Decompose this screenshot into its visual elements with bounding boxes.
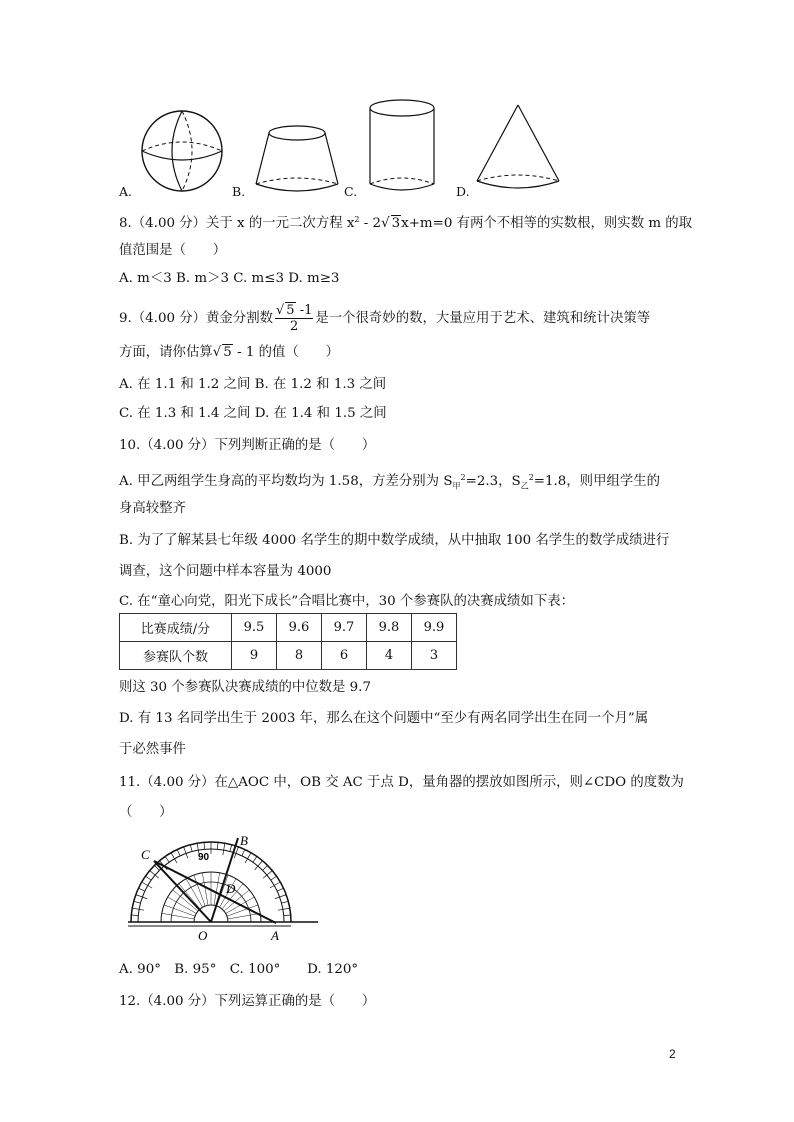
q10-option-d-line1: D. 有 13 名同学出生于 2003 年，那么在这个问题中“至少有两名同学出生在同一个月”属 <box>119 711 649 726</box>
option-b-label: B. <box>232 184 246 199</box>
protractor-tick <box>131 915 138 916</box>
table-cell: 9.9 <box>412 614 457 642</box>
q11-stem-line2: （ ） <box>119 805 173 820</box>
protractor-tick <box>278 908 290 910</box>
cone-figure <box>473 103 563 198</box>
point-c-label: C <box>141 847 150 862</box>
q8-options: A. m＜3 B. m＞3 C. m≤3 D. m≥3 <box>119 271 340 286</box>
sphere-figure <box>140 107 230 197</box>
option-a-label: A. <box>119 184 133 199</box>
point-o-label: O <box>198 928 208 943</box>
table-cell: 4 <box>367 642 412 670</box>
protractor-tick <box>282 901 289 903</box>
q12-stem: 12.（4.00 分）下列运算正确的是（ ） <box>119 994 376 1009</box>
table-header-cell: 参赛队个数 <box>120 642 232 670</box>
q9-stem-line2: 方面，请你估算√ 5 - 1 的值（ ） <box>119 345 339 360</box>
protractor-tick <box>204 842 205 849</box>
point-d-label: D <box>226 881 236 896</box>
table-cell: 9 <box>232 642 277 670</box>
protractor-tick <box>277 888 283 891</box>
q9-options-line1: A. 在 1.1 和 1.2 之间 B. 在 1.2 和 1.3 之间 <box>119 377 387 392</box>
protractor-tick <box>177 849 180 855</box>
protractor-tick <box>253 856 257 862</box>
cylinder-figure <box>367 98 437 198</box>
q10-option-b-line2: 调查，这个问题中样本容量为 4000 <box>119 564 332 579</box>
protractor-tick <box>263 865 268 870</box>
table-row <box>120 614 457 642</box>
protractor-tick <box>165 856 169 862</box>
protractor-tick <box>223 843 225 855</box>
protractor-tick <box>242 849 245 855</box>
table-cell: 8 <box>277 642 322 670</box>
protractor-tick <box>132 908 144 910</box>
q10-option-c-line2: 则这 30 个参赛队决赛成绩的中位数是 9.7 <box>119 680 371 695</box>
protractor-tick <box>134 901 141 903</box>
protractor-tick <box>145 876 151 880</box>
q10-option-b-line1: B. 为了了解某县七年级 4000 名学生的期中数学成绩，从中抽取 100 名学生的数学成绩进行 <box>119 533 670 548</box>
q10-option-c-line1: C. 在“童心向党，阳光下成长”合唱比赛中，30 个参赛队的决赛成绩如下表： <box>119 594 574 609</box>
protractor-tick <box>271 876 277 880</box>
table-header-cell: 比赛成绩/分 <box>120 614 232 642</box>
q11-stem-line1: 11.（4.00 分）在△AOC 中，OB 交 AC 于点 D，量角器的摆放如图所示，则∠CDO 的度数为 <box>119 775 684 790</box>
option-d-label: D. <box>456 184 470 199</box>
protractor-tick <box>284 915 291 916</box>
table-cell: 6 <box>322 642 367 670</box>
q10-option-d-line2: 于必然事件 <box>119 742 186 757</box>
q9-stem-line1: 9.（4.00 分）黄金分割数 $\frac{√ 5 -1}{2}$ 是一个很奇妙的数，大量应用于艺术、建筑和统计决策等 <box>119 303 651 334</box>
sqrt-symbol: √ 3 <box>381 216 401 231</box>
sqrt-symbol: √ 5 <box>212 345 232 360</box>
protractor-tick <box>138 888 144 891</box>
point-a-label: A <box>271 928 279 943</box>
q11-options: A. 90° B. 95° C. 100° D. 120° <box>119 962 359 977</box>
scores-table <box>119 613 457 670</box>
frustum-figure <box>252 124 342 196</box>
golden-ratio-fraction: $\frac{√ 5 -1}{2}$ <box>275 303 313 334</box>
point-b-label: B <box>240 833 248 848</box>
q9-options-line2: C. 在 1.3 和 1.4 之间 D. 在 1.4 和 1.5 之间 <box>119 406 387 421</box>
table-row <box>120 642 457 670</box>
q10-stem: 10.（4.00 分）下列判断正确的是（ ） <box>119 438 376 453</box>
table-cell: 9.6 <box>277 614 322 642</box>
table-cell: 9.5 <box>232 614 277 642</box>
q10-option-a-line2: 身高较整齐 <box>119 501 186 516</box>
protractor-figure <box>126 830 326 942</box>
protractor-tick <box>190 845 192 852</box>
table-cell: 9.7 <box>322 614 367 642</box>
protractor-tick <box>230 845 232 852</box>
ninety-degree-label: 90 <box>198 852 210 863</box>
page-number: 2 <box>669 1047 676 1061</box>
option-c-label: C. <box>344 184 358 199</box>
table-cell: 3 <box>412 642 457 670</box>
q8-stem-line2: 值范围是（ ） <box>119 243 227 258</box>
q10-option-a-line1: A. 甲乙两组学生身高的平均数均为 1.58，方差分别为 $S_甲^2=2.3$，$S_乙^2=1.8$，则甲组学生的 <box>119 473 661 491</box>
q8-stem-line1: 8.（4.00 分）关于 x 的一元二次方程 $x^2 - 2√$ 3x+m=0 有两个不相等的实数根，则实数 m 的取 <box>119 215 693 231</box>
table-cell: 9.8 <box>367 614 412 642</box>
protractor-tick <box>217 842 218 849</box>
